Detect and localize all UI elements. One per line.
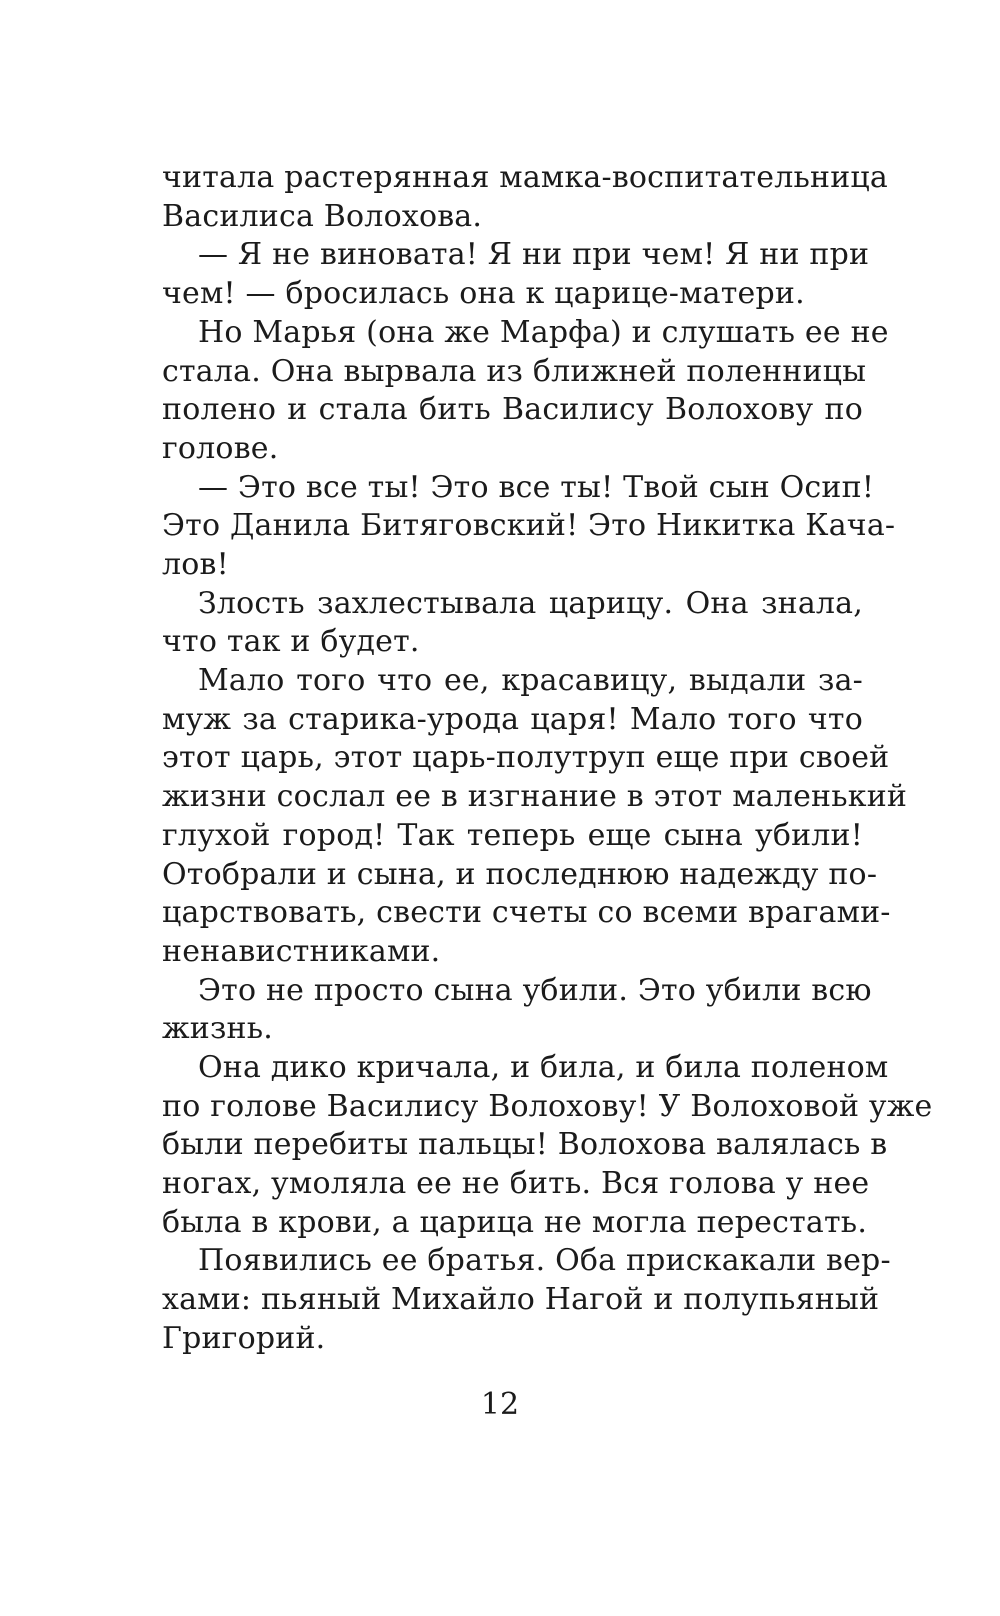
text-line: ненавистниками. — [162, 934, 441, 969]
text-line: Это Данила Битяговский! Это Никитка Кача- — [162, 508, 896, 543]
text-line: полено и стала бить Василису Волохову по — [162, 392, 863, 427]
text-line: глухой город! Так теперь еще сына убили! — [162, 818, 863, 853]
text-line: лов! — [162, 547, 229, 582]
text-line: хами: пьяный Михайло Нагой и полупьяный — [162, 1282, 880, 1317]
text-line: чем! — бросилась она к царице-матери. — [162, 276, 805, 311]
text-line: Она дико кричала, и била, и била поленом — [198, 1050, 889, 1085]
text-line: ногах, умоляла ее не бить. Вся голова у нее — [162, 1166, 870, 1201]
text-line: Григорий. — [162, 1321, 326, 1356]
text-line: жизни сослал ее в изгнание в этот маленький — [162, 779, 908, 814]
text-line: голове. — [162, 431, 279, 466]
text-line: — Я не виновата! Я ни при чем! Я ни при — [198, 237, 870, 272]
page-number: 12 — [480, 1387, 520, 1422]
text-line: Это не просто сына убили. Это убили всю — [198, 973, 872, 1008]
text-line: что так и будет. — [162, 624, 420, 659]
text-line: — Это все ты! Это все ты! Твой сын Осип! — [198, 470, 875, 505]
text-line: Отобрали и сына, и последнюю надежду по- — [162, 857, 878, 892]
text-line: Но Марья (она же Марфа) и слушать ее не — [198, 315, 889, 350]
text-line: читала растерянная мамка-воспитательница — [162, 160, 888, 195]
text-line: Злость захлестывала царицу. Она знала, — [198, 586, 863, 621]
text-line: по голове Василису Волохову! У Волоховой уже — [162, 1089, 933, 1124]
text-line: были перебиты пальцы! Волохова валялась в — [162, 1127, 888, 1162]
text-line: Мало того что ее, красавицу, выдали за- — [198, 663, 863, 698]
text-line: была в крови, а царица не могла перестать. — [162, 1205, 868, 1240]
text-line: этот царь, этот царь-полутруп еще при своей — [162, 740, 890, 775]
text-line: жизнь. — [162, 1011, 274, 1046]
text-line: муж за старика-урода царя! Мало того что — [162, 702, 863, 737]
text-line: Василиса Волохова. — [162, 199, 483, 234]
text-line: царствовать, свести счеты со всеми врагами- — [162, 895, 891, 930]
text-line: стала. Она вырвала из ближней поленницы — [162, 354, 867, 389]
text-line: Появились ее братья. Оба прискакали вер- — [198, 1243, 891, 1278]
